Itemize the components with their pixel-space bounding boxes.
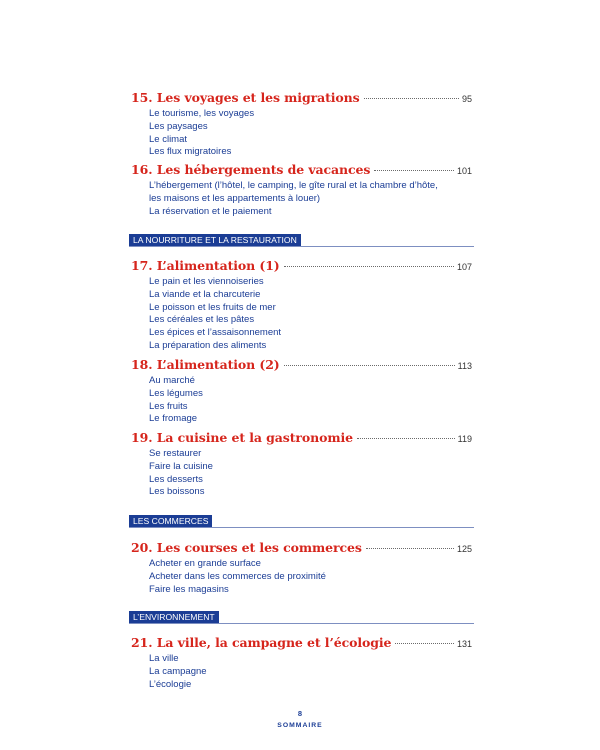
topic-item: Le poisson et les fruits de mer <box>149 301 276 313</box>
chapter-title: Les courses et les commerces <box>156 540 362 555</box>
chapter-20 <box>131 540 472 596</box>
chapter-17 <box>131 258 472 353</box>
footer-label: SOMMAIRE <box>277 722 323 729</box>
topic-item: La préparation des aliments <box>149 339 267 351</box>
chapter-number: 17. <box>131 258 153 273</box>
dot-leader <box>366 548 454 549</box>
topic-item: La réservation et le paiement <box>149 205 272 217</box>
chapter-title: Les voyages et les migrations <box>156 90 360 105</box>
chapter-number: 15. <box>131 90 153 105</box>
topic-item: Faire la cuisine <box>149 460 213 472</box>
dot-leader <box>284 266 454 267</box>
chapter-page-number: 113 <box>457 361 472 371</box>
chapter-title: L’alimentation (1) <box>156 258 280 273</box>
topic-item: Faire les magasins <box>149 583 229 595</box>
topic-item: Les paysages <box>149 120 208 132</box>
chapter-page-number: 101 <box>456 166 472 176</box>
chapter-title: L’alimentation (2) <box>156 357 280 372</box>
topic-item: Les fruits <box>149 400 188 412</box>
chapter-21 <box>131 635 472 691</box>
chapter-number: 20. <box>131 540 153 555</box>
topic-item: Acheter dans les commerces de proximité <box>149 570 326 582</box>
chapter-number: 18. <box>131 357 153 372</box>
chapter-15 <box>131 90 472 159</box>
chapter-title: Les hébergements de vacances <box>156 162 371 177</box>
chapter-heading[interactable] <box>131 357 472 373</box>
chapter-heading[interactable] <box>131 90 472 106</box>
chapter-18 <box>131 357 472 426</box>
section-band-environnement: L’ENVIRONNEMENT <box>129 611 219 624</box>
chapter-heading[interactable] <box>131 258 472 274</box>
dot-leader <box>357 438 455 439</box>
topic-item: Le fromage <box>149 413 198 425</box>
topic-list <box>131 108 472 159</box>
dot-leader <box>374 170 454 171</box>
topic-list <box>131 448 472 499</box>
topic-item: Les légumes <box>149 387 203 399</box>
topic-item: Le tourisme, les voyages <box>149 108 255 119</box>
chapter-page-number: 95 <box>461 94 472 104</box>
footer-page-number: 8 <box>297 709 303 718</box>
section-divider <box>129 623 474 624</box>
chapter-heading[interactable] <box>131 430 472 446</box>
topic-item: Se restaurer <box>149 448 202 459</box>
topic-list <box>131 276 472 353</box>
chapter-number: 21. <box>131 635 153 650</box>
topic-item: Acheter en grande surface <box>149 558 261 569</box>
chapter-title: La ville, la campagne et l’écologie <box>156 635 392 650</box>
chapter-page-number: 131 <box>456 639 472 649</box>
topic-item: L’écologie <box>149 678 192 690</box>
topic-item: La ville <box>149 653 179 664</box>
topic-item: Les desserts <box>149 473 203 485</box>
chapter-page-number: 119 <box>457 434 472 444</box>
topic-list <box>131 653 472 691</box>
topic-item: Les boissons <box>149 486 205 498</box>
dot-leader <box>395 643 454 644</box>
chapter-16 <box>131 162 472 218</box>
section-divider <box>129 527 474 528</box>
topic-item: Le pain et les viennoiseries <box>149 276 264 287</box>
section-band-commerces: LES COMMERCES <box>129 515 212 528</box>
dot-leader <box>284 365 455 366</box>
chapter-number: 19. <box>131 430 153 445</box>
chapter-heading[interactable] <box>131 162 472 178</box>
topic-item: L’hébergement (l’hôtel, le camping, le gîte rural et la chambre d’hôte, <box>149 180 438 191</box>
topic-item: Le climat <box>149 133 188 145</box>
topic-item: La viande et la charcuterie <box>149 288 261 300</box>
chapter-page-number: 125 <box>456 544 472 554</box>
topic-list <box>131 180 472 218</box>
topic-item: Les céréales et les pâtes <box>149 314 255 326</box>
section-divider <box>129 246 474 247</box>
chapter-heading[interactable] <box>131 540 472 556</box>
topic-item: Au marché <box>149 375 195 386</box>
chapter-page-number: 107 <box>456 262 472 272</box>
section-band-nourriture: LA NOURRITURE ET LA RESTAURATION <box>129 234 301 247</box>
topic-item: Les flux migratoires <box>149 146 232 158</box>
chapter-number: 16. <box>131 162 153 177</box>
topic-item: La campagne <box>149 665 207 677</box>
topic-item: Les épices et l’assaisonnement <box>149 327 282 339</box>
topic-list <box>131 375 472 426</box>
chapter-heading[interactable] <box>131 635 472 651</box>
topic-list <box>131 558 472 596</box>
chapter-19 <box>131 430 472 499</box>
topic-item: les maisons et les appartements à louer) <box>149 192 321 204</box>
chapter-title: La cuisine et la gastronomie <box>156 430 353 445</box>
dot-leader <box>364 98 459 99</box>
